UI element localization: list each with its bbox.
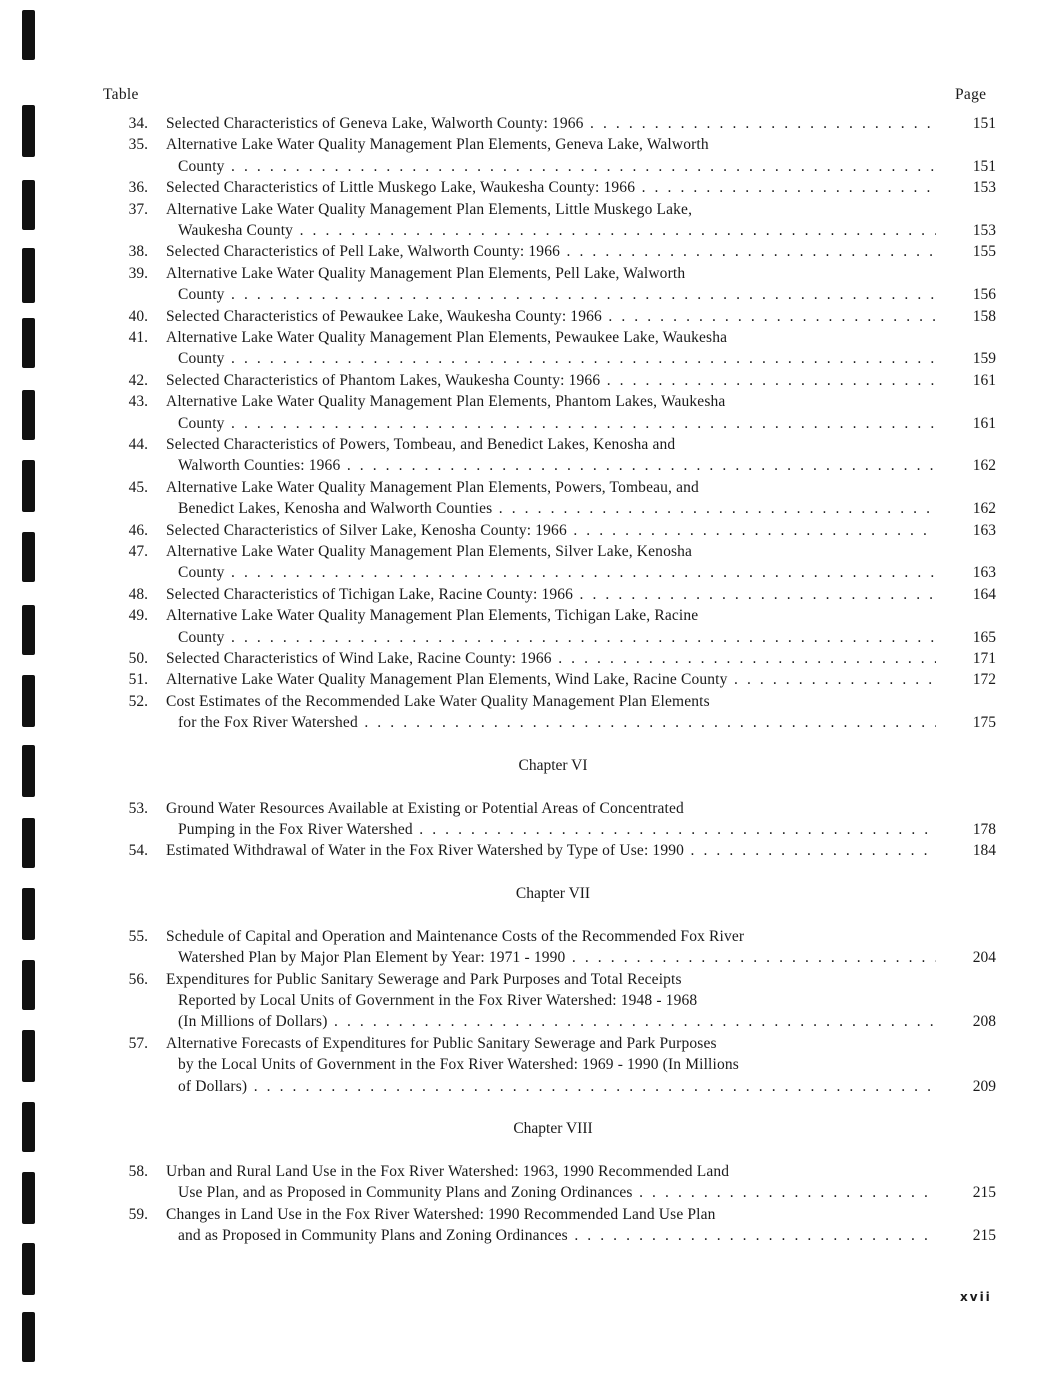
page-reference: 163 (972, 521, 996, 539)
table-column-header: Table (103, 86, 139, 103)
table-title-line: Selected Characteristics of Silver Lake, Kenosha County: 1966 . . . (166, 520, 936, 542)
table-number: 36. (128, 179, 148, 197)
table-title-line: Benedict Lakes, Kenosha and Walworth Counties . . . (178, 498, 936, 520)
page-reference: 151 (972, 157, 996, 175)
page-reference: 156 (972, 286, 996, 304)
table-number: 34. (128, 115, 148, 132)
table-number: 44. (128, 436, 148, 453)
table-title-line: Selected Characteristics of Little Muskego Lake, Waukesha County: 1966 . . . (166, 177, 936, 199)
page-reference: 155 (972, 243, 996, 261)
page-reference: 165 (972, 628, 996, 646)
table-title-line: Alternative Lake Water Quality Management Plan Elements, Tichigan Lake, Racine (166, 607, 699, 625)
table-title-line: Walworth Counties: 1966 . . . (178, 455, 936, 477)
table-number: 50. (128, 650, 148, 667)
table-title-line: Schedule of Capital and Operation and Maintenance Costs of the Recommended Fox River (166, 927, 745, 945)
table-title-line: Watershed Plan by Major Plan Element by Year: 1971 - 1990 . . . (178, 947, 936, 969)
table-number: 39. (128, 264, 148, 282)
table-number: 57. (128, 1034, 148, 1052)
table-title-line: Changes in Land Use in the Fox River Watershed: 1990 Recommended Land Use Plan (166, 1205, 716, 1223)
table-number: 54. (128, 842, 148, 860)
page-reference: 215 (972, 1184, 996, 1202)
table-title-line: Alternative Lake Water Quality Management Plan Elements, Geneva Lake, Walworth (166, 136, 709, 154)
table-number: 35. (128, 136, 148, 154)
table-number: 55. (128, 927, 148, 945)
table-number: 51. (128, 671, 148, 689)
page-reference: 178 (972, 821, 996, 838)
table-number: 43. (128, 393, 148, 411)
page-reference: 153 (972, 179, 996, 197)
table-title-line: Alternative Forecasts of Expenditures for Public Sanitary Sewerage and Park Purposes (166, 1034, 717, 1052)
table-title-line: Selected Characteristics of Geneva Lake, Walworth County: 1966 . . . (166, 113, 936, 135)
page-reference: 163 (972, 564, 996, 582)
table-title-line: Selected Characteristics of Wind Lake, Racine County: 1966 . . . (166, 648, 936, 670)
table-number: 47. (128, 543, 148, 560)
table-title-line: Reported by Local Units of Government in the Fox River Watershed: 1948 - 1968 (178, 992, 698, 1009)
table-title-line: County . . . (178, 156, 936, 178)
table-title-line: County . . . (178, 284, 936, 306)
table-title-line: Selected Characteristics of Phantom Lakes, Waukesha County: 1966 . . . (166, 370, 936, 392)
table-number: 38. (128, 243, 148, 261)
table-number: 56. (128, 970, 148, 988)
table-title-line: Selected Characteristics of Pewaukee Lake, Waukesha County: 1966 . . . (166, 306, 936, 328)
page-number: xvii (960, 1290, 992, 1304)
table-title-line: Alternative Lake Water Quality Management Plan Elements, Wind Lake, Racine County . . . (166, 669, 936, 691)
page-reference: 209 (972, 1077, 996, 1095)
table-number: 40. (128, 307, 148, 325)
table-title-line: Selected Characteristics of Pell Lake, Walworth County: 1966 . . . (166, 241, 936, 263)
page-reference: 153 (972, 222, 996, 239)
page-reference: 161 (972, 414, 996, 432)
table-title-line: Alternative Lake Water Quality Management Plan Elements, Phantom Lakes, Waukesha (166, 393, 726, 411)
table-title-line: Selected Characteristics of Powers, Tombeau, and Benedict Lakes, Kenosha and (166, 436, 676, 453)
table-title-line: Ground Water Resources Available at Existing or Potential Areas of Concentrated (166, 799, 684, 817)
table-number: 37. (128, 200, 148, 218)
page-column-header: Page (955, 86, 987, 103)
page-reference: 172 (972, 671, 996, 689)
table-number: 49. (128, 607, 148, 625)
table-title-line: (In Millions of Dollars) . . . (178, 1011, 936, 1033)
page-reference: 158 (972, 307, 996, 325)
table-number: 58. (128, 1163, 148, 1180)
table-title-line: Alternative Lake Water Quality Management Plan Elements, Silver Lake, Kenosha (166, 543, 693, 560)
table-title-line: Selected Characteristics of Tichigan Lake, Racine County: 1966 . . . (166, 584, 936, 606)
table-number: 46. (128, 521, 148, 539)
table-title-line: Alternative Lake Water Quality Management Plan Elements, Powers, Tombeau, and (166, 478, 699, 496)
table-number: 53. (128, 799, 148, 817)
chapter-heading: Chapter VII (515, 884, 591, 902)
table-title-line: Expenditures for Public Sanitary Sewerage and Park Purposes and Total Receipts (166, 970, 682, 988)
table-number: 48. (128, 585, 148, 603)
table-title-line: Pumping in the Fox River Watershed . . . (178, 819, 936, 841)
table-title-line: by the Local Units of Government in the Fox River Watershed: 1969 - 1990 (In Millions (178, 1056, 739, 1074)
table-title-line: County . . . (178, 562, 936, 584)
page-reference: 162 (972, 500, 996, 518)
page-reference: 151 (972, 115, 996, 132)
table-number: 45. (128, 478, 148, 496)
table-title-line: Cost Estimates of the Recommended Lake Water Quality Management Plan Elements (166, 692, 710, 710)
table-title-line: Alternative Lake Water Quality Management Plan Elements, Pell Lake, Walworth (166, 264, 686, 282)
table-number: 52. (128, 692, 148, 710)
page-reference: 184 (972, 842, 996, 860)
table-title-line: Waukesha County . . . (178, 220, 936, 242)
page-reference: 171 (972, 650, 996, 667)
page-reference: 208 (972, 1013, 996, 1031)
page-reference: 164 (972, 585, 996, 603)
table-number: 42. (128, 371, 148, 389)
page-reference: 161 (972, 371, 996, 389)
page-reference: 175 (972, 714, 996, 732)
table-title-line: Urban and Rural Land Use in the Fox River Watershed: 1963, 1990 Recommended Land (166, 1163, 730, 1180)
table-title-line: Alternative Lake Water Quality Management Plan Elements, Little Muskego Lake, (166, 200, 693, 218)
chapter-heading: Chapter VIII (513, 1120, 593, 1137)
table-title-line: County . . . (178, 348, 936, 370)
table-number: 59. (128, 1205, 148, 1223)
table-number: 41. (128, 329, 148, 346)
page-reference: 159 (972, 350, 996, 368)
chapter-heading: Chapter VI (518, 756, 588, 774)
table-title-line: Alternative Lake Water Quality Management Plan Elements, Pewaukee Lake, Waukesha (166, 329, 728, 346)
table-title-line: of Dollars) . . . (178, 1076, 936, 1098)
table-title-line: for the Fox River Watershed . . . (178, 712, 936, 734)
table-title-line: County . . . (178, 627, 936, 649)
page-reference: 162 (972, 457, 996, 475)
table-title-line: Estimated Withdrawal of Water in the Fox River Watershed by Type of Use: 1990 . . . (166, 840, 936, 862)
table-title-line: Use Plan, and as Proposed in Community Plans and Zoning Ordinances . . . (178, 1182, 936, 1204)
page-reference: 204 (972, 949, 996, 967)
table-title-line: County . . . (178, 413, 936, 435)
table-title-line: and as Proposed in Community Plans and Zoning Ordinances . . . (178, 1225, 936, 1247)
page-reference: 215 (972, 1227, 996, 1245)
